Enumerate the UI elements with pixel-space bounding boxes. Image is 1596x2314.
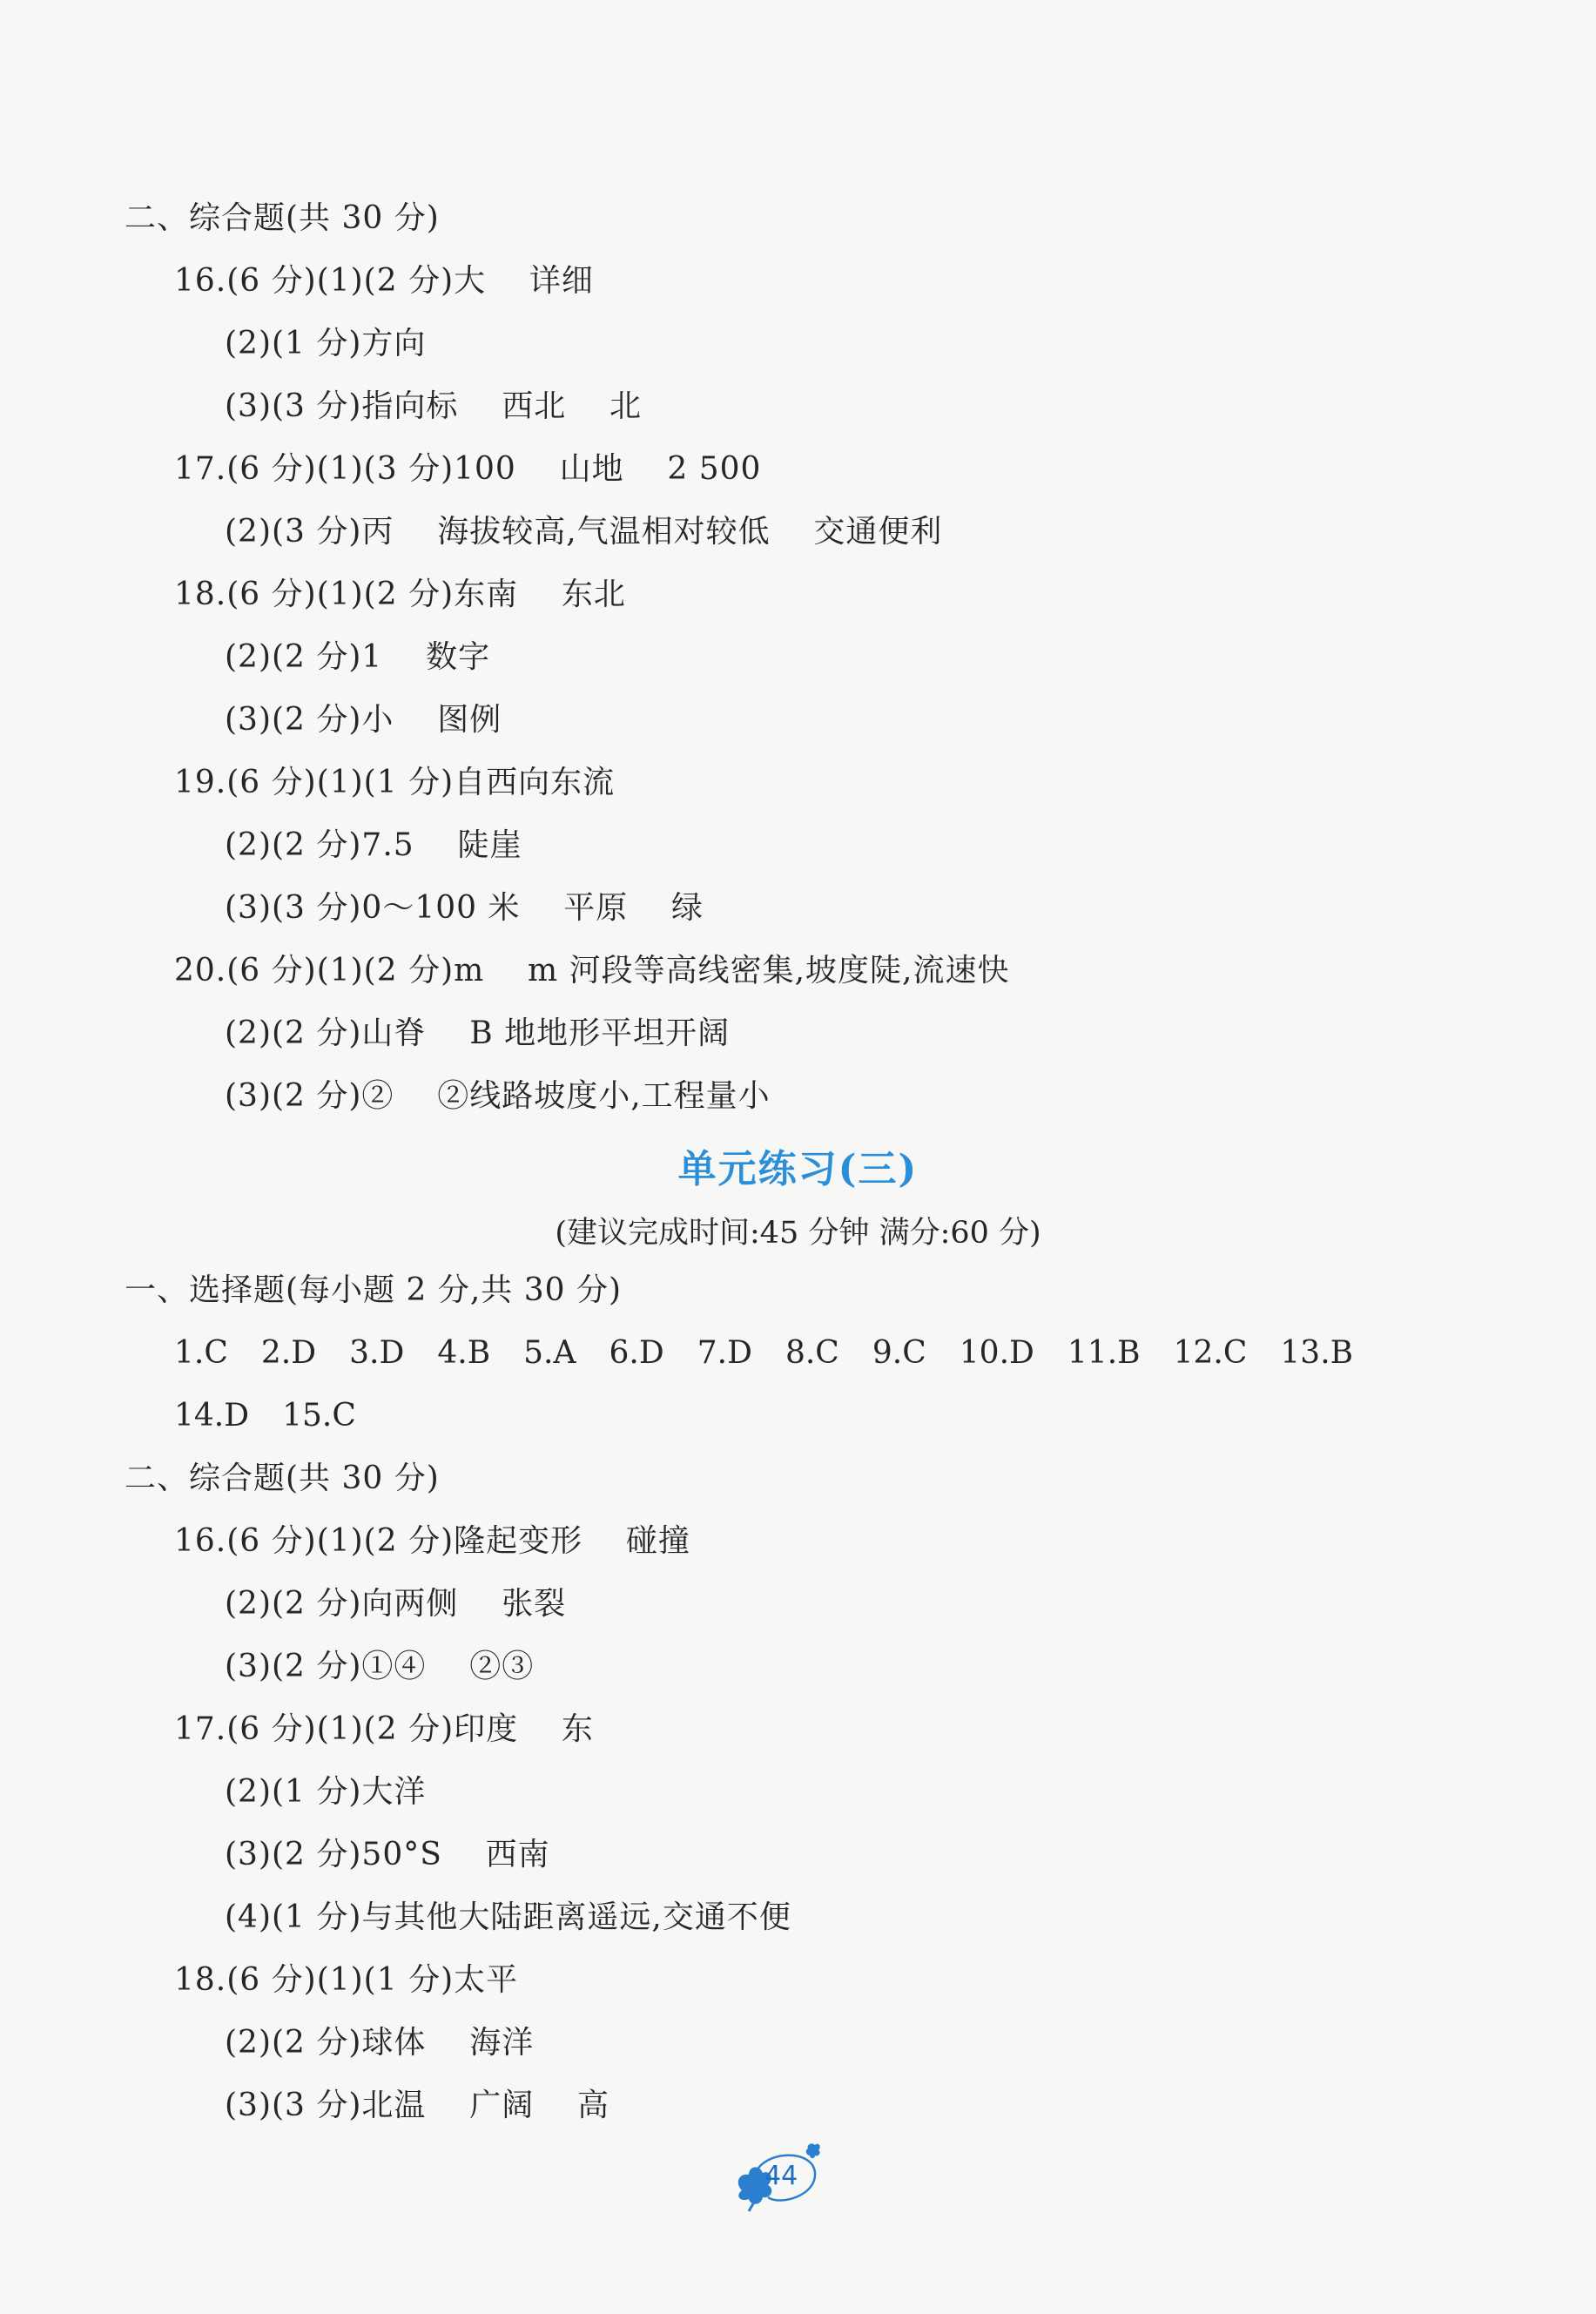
answer-line: (2)(1 分)大洋 [225,1774,427,1810]
choice-answer: 4.B [437,1335,491,1371]
section-heading: 二、综合题(共 30 分) [125,1461,440,1496]
choice-answer: 2.D [260,1335,317,1371]
choice-answer: 1.C [174,1335,228,1371]
unit-subtitle: (建议完成时间:45 分钟 满分:60 分) [555,1216,1041,1251]
choice-answer: 8.C [785,1335,839,1371]
answer-line: (3)(3 分)0～100 米 平原 绿 [225,890,704,926]
answer-line: 19.(6 分)(1)(1 分)自西向东流 [174,765,616,800]
answer-line: (2)(2 分)1 数字 [225,639,491,675]
choice-answer: 11.B [1067,1335,1141,1371]
choice-answer: 12.C [1173,1335,1248,1371]
section-heading: 二、综合题(共 30 分) [125,200,440,236]
choice-answers-row-1 [174,1334,1386,1373]
choice-answer: 5.A [523,1335,576,1371]
choice-answer: 13.B [1280,1335,1354,1371]
choice-answer: 9.C [872,1335,926,1371]
answer-line: (3)(2 分)50°S 西南 [225,1837,550,1872]
choice-answer: 10.D [959,1335,1034,1371]
answer-line: 16.(6 分)(1)(2 分)隆起变形 碰撞 [174,1523,690,1559]
answer-line: (2)(2 分)7.5 陡崖 [225,827,522,863]
answer-line: (2)(2 分)向两侧 张裂 [225,1586,567,1622]
choice-answer: 7.D [697,1335,752,1371]
answer-line: 16.(6 分)(1)(2 分)大 详细 [174,263,594,299]
choice-answer: 3.D [349,1335,405,1371]
answer-line: (3)(2 分)② ②线路坡度小,工程量小 [225,1078,771,1114]
choice-answer: 14.D [174,1398,250,1434]
answer-line: (3)(3 分)北温 广阔 高 [225,2088,609,2123]
answer-line: (3)(2 分)①④ ②③ [225,1649,535,1684]
page-number: 44 [764,2161,798,2191]
choice-answer: 15.C [282,1398,356,1434]
answer-line: 18.(6 分)(1)(1 分)太平 [174,1962,519,1998]
answer-line: (3)(2 分)小 图例 [225,702,502,738]
answer-line: 20.(6 分)(1)(2 分)m m 河段等高线密集,坡度陡,流速快 [174,953,1010,988]
answer-line: 17.(6 分)(1)(3 分)100 山地 2 500 [174,451,762,487]
answer-line: (3)(3 分)指向标 西北 北 [225,388,642,424]
answer-line: (2)(3 分)丙 海拔较高,气温相对较低 交通便利 [225,514,943,550]
answer-line: (2)(2 分)球体 海洋 [225,2025,535,2061]
unit-title: 单元练习(三) [677,1147,919,1191]
answer-line: (2)(1 分)方向 [225,326,427,361]
choice-answers-row-2 [174,1397,389,1435]
answer-line: 18.(6 分)(1)(2 分)东南 东北 [174,577,626,612]
choice-answer: 6.D [609,1335,664,1371]
page-number-badge [730,2138,834,2216]
answer-line: (2)(2 分)山脊 B 地地形平坦开阔 [225,1015,731,1051]
choice-heading: 一、选择题(每小题 2 分,共 30 分) [125,1272,623,1308]
answer-line: (4)(1 分)与其他大陆距离遥远,交通不便 [225,1899,791,1935]
answer-line: 17.(6 分)(1)(2 分)印度 东 [174,1711,594,1747]
